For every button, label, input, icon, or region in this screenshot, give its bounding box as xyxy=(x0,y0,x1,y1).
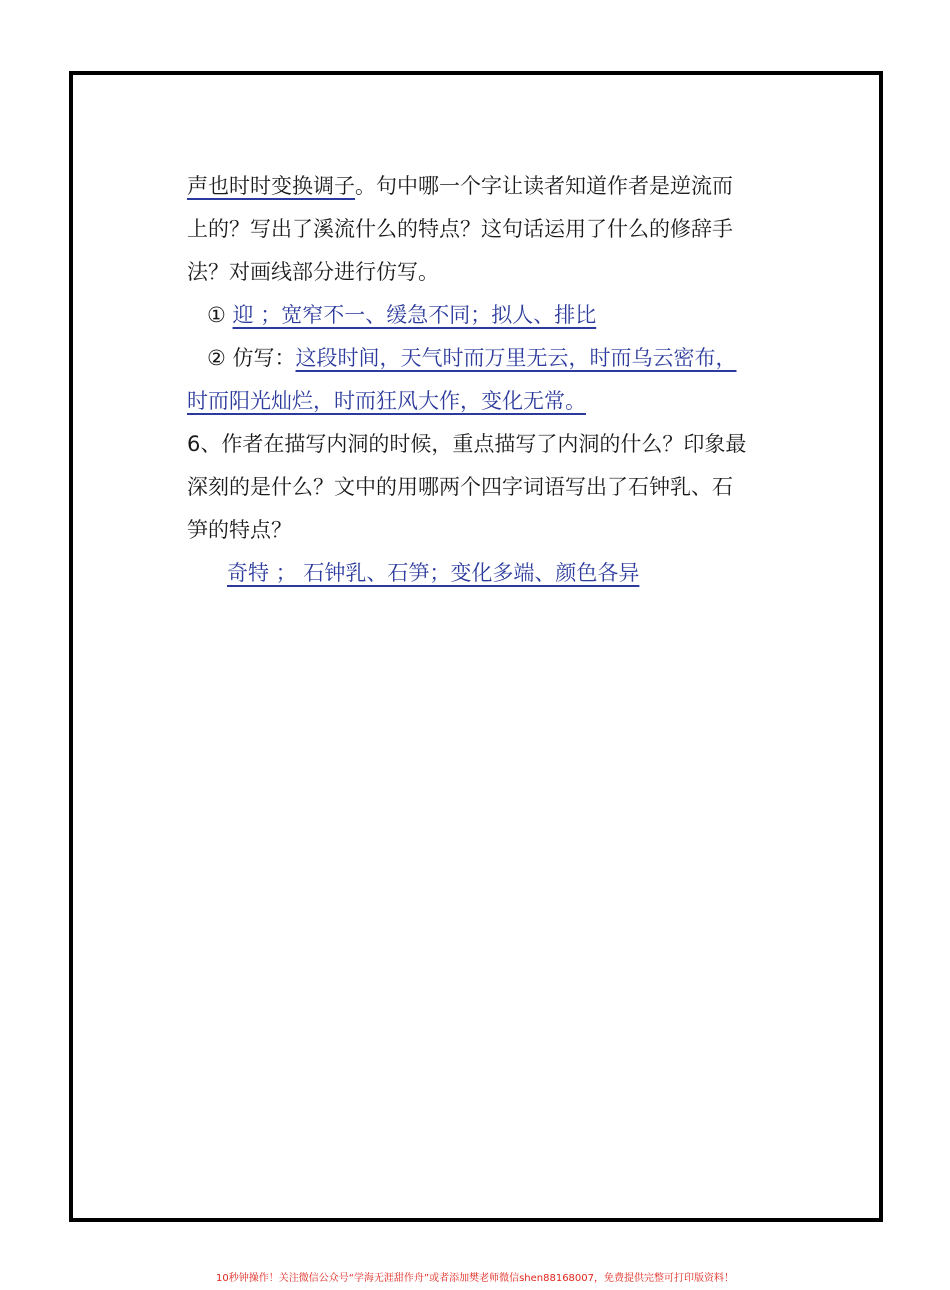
footer-notice: 10秒钟操作！关注微信公众号“学海无涯甜作舟”或者添加樊老师微信shen88168007，免费提供完整可打印版资料！ xyxy=(215,1273,735,1284)
question-6-line-3: 笋的特点？ xyxy=(187,518,292,542)
answer-6-text: 奇特 ； 石钟乳、石笋；变化多端、颜色各异 xyxy=(227,561,640,585)
answer-6 xyxy=(187,552,777,595)
answer-1-text: 迎 ；宽窄不一、缓急不同；拟人、排比 xyxy=(232,303,597,327)
answer-1-marker: ① xyxy=(207,303,226,327)
question-6-line-1: 6、作者在描写内洞的时候，重点描写了内洞的什么？印象最 xyxy=(187,432,747,456)
answer-2-text-a: 这段时间，天气时而万里无云，时而乌云密布， xyxy=(295,346,737,370)
answer-2-marker: ② xyxy=(207,346,226,370)
answer-2-label: 仿写： xyxy=(232,346,296,370)
answer-2-continued xyxy=(187,380,777,423)
text-line-2: 上的？写出了溪流什么的特点？这句话运用了什么的修辞手 xyxy=(187,217,733,241)
text-line-3: 法？对画线部分进行仿写。 xyxy=(187,260,439,284)
document-body xyxy=(187,165,777,595)
text-line-1 xyxy=(187,165,777,208)
text-line-1-rest: 。句中哪一个字让读者知道作者是逆流而 xyxy=(355,174,733,198)
question-6-line-2: 深刻的是什么？文中的用哪两个四字词语写出了石钟乳、石 xyxy=(187,475,733,499)
answer-2 xyxy=(187,337,777,380)
underlined-phrase: 声也时时变换调子 xyxy=(187,174,355,198)
answer-1 xyxy=(187,294,777,337)
answer-2-text-b: 时而阳光灿烂，时而狂风大作，变化无常。 xyxy=(187,389,586,413)
